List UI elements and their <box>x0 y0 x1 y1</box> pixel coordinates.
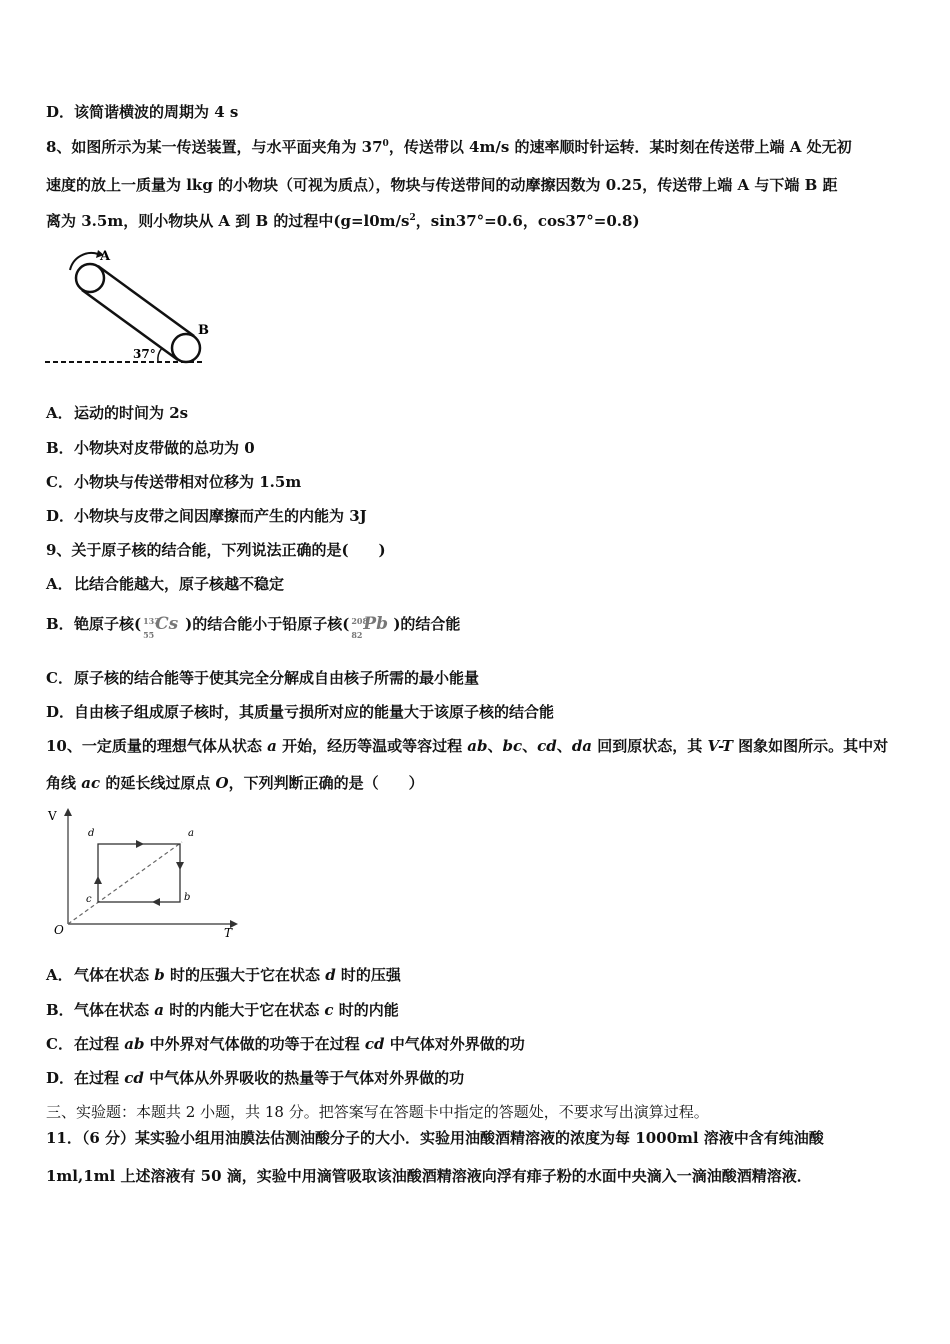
state-d-label: d <box>88 828 95 839</box>
q9-option-b: B．铯原子核( 133 55 Cs )的结合能小于铅原子核( 208 82 Pb )的结合能 <box>46 614 461 640</box>
v-axis-label: V <box>48 809 57 823</box>
angle-arc <box>158 348 162 362</box>
state-a-label: a <box>188 828 194 839</box>
cesium-isotope-symbol: 133 55 Cs <box>143 614 179 640</box>
arrow-b-to-c-icon <box>152 898 160 906</box>
q8-stem-line-3: 离为 3.5m，则小物块从 A 到 B 的过程中($g=l0m/s^2$，sin37°=0.6，cos37°=0.8) <box>46 212 640 230</box>
q10-option-a: A．气体在状态 b 时的压强大于它在状态 d 时的压强 <box>46 966 401 984</box>
section-3-heading: 三、实验题：本题共 2 小题，共 18 分。把答案写在答题卡中指定的答题处，不要求写出演算过程。 <box>46 1103 709 1121</box>
q8-stem-line-1: 8、如图所示为某一传送装置，与水平面夹角为 $37^0$，传送带以 4m/s 的速率顺时针运转．某时刻在传送带上端 A 处无初 <box>46 138 852 156</box>
q10-stem-line-2: 角线 ac 的延长线过原点 O，下列判断正确的是（ ） <box>46 774 424 792</box>
q9-option-d: D．自由核子组成原子核时，其质量亏损所对应的能量大于该原子核的结合能 <box>46 703 555 721</box>
q8-option-a: A．运动的时间为 2s <box>46 404 189 422</box>
rotation-arrow-icon <box>70 253 98 270</box>
q8-option-c: C．小物块与传送带相对位移为 1.5m <box>46 473 302 491</box>
state-c-label: c <box>86 894 92 905</box>
arrow-c-to-d-icon <box>94 876 102 884</box>
label-b: B <box>198 323 209 338</box>
lead-isotope-symbol: 208 82 Pb <box>351 614 388 640</box>
q10-option-b: B．气体在状态 a 时的内能大于它在状态 c 时的内能 <box>46 1001 399 1019</box>
state-b-label: b <box>184 892 191 903</box>
q7-option-d: D．该简谐横波的周期为 4 s <box>46 103 239 121</box>
q8-stem-line-2: 速度的放上一质量为 lkg 的小物块（可视为质点），物块与传送带间的动摩擦因数为 0.25，传送带上端 A 与下端 B 距 <box>46 176 838 194</box>
belt-upper <box>98 266 194 336</box>
arrow-a-to-b-icon <box>176 862 184 870</box>
q11-stem-line-2: 1ml,1ml 上述溶液有 50 滴，实验中用滴管吸取该油酸酒精溶液向浮有痱子粉的水面中央滴入一滴油酸酒精溶液． <box>46 1167 812 1185</box>
q10-stem-line-1: 10、一定质量的理想气体从状态 a 开始，经历等温或等容过程 ab、bc、cd、da 回到原状态，其 V-T 图象如图所示。其中对 <box>46 737 889 755</box>
q10-option-d: D．在过程 cd 中气体从外界吸收的热量等于气体对外界做的功 <box>46 1069 465 1087</box>
diagonal-dashed-line <box>68 842 182 924</box>
q8-option-d: D．小物块与皮带之间因摩擦而产生的内能为 3J <box>46 507 367 525</box>
q10-option-c: C．在过程 ab 中外界对气体做的功等于在过程 cd 中气体对外界做的功 <box>46 1035 525 1053</box>
q9-option-c: C．原子核的结合能等于使其完全分解成自由核子所需的最小能量 <box>46 669 480 687</box>
vt-graph-figure <box>44 804 244 942</box>
t-axis-label: T <box>224 926 233 940</box>
origin-label: O <box>54 923 64 937</box>
q8-option-b: B．小物块对皮带做的总功为 0 <box>46 439 255 457</box>
label-a: A <box>100 249 111 264</box>
arrow-d-to-a-icon <box>136 840 144 848</box>
q9-stem: 9、关于原子核的结合能，下列说法正确的是( ) <box>46 541 386 559</box>
belt-lower <box>82 290 178 360</box>
q11-stem-line-1: 11．（6 分）某实验小组用油膜法估测油酸分子的大小．实验用油酸酒精溶液的浓度为每 1000ml 溶液中含有纯油酸 <box>46 1129 824 1147</box>
conveyor-belt-figure <box>40 246 220 370</box>
q9-option-a: A．比结合能越大，原子核越不稳定 <box>46 575 285 593</box>
angle-label: 37° <box>133 347 156 361</box>
